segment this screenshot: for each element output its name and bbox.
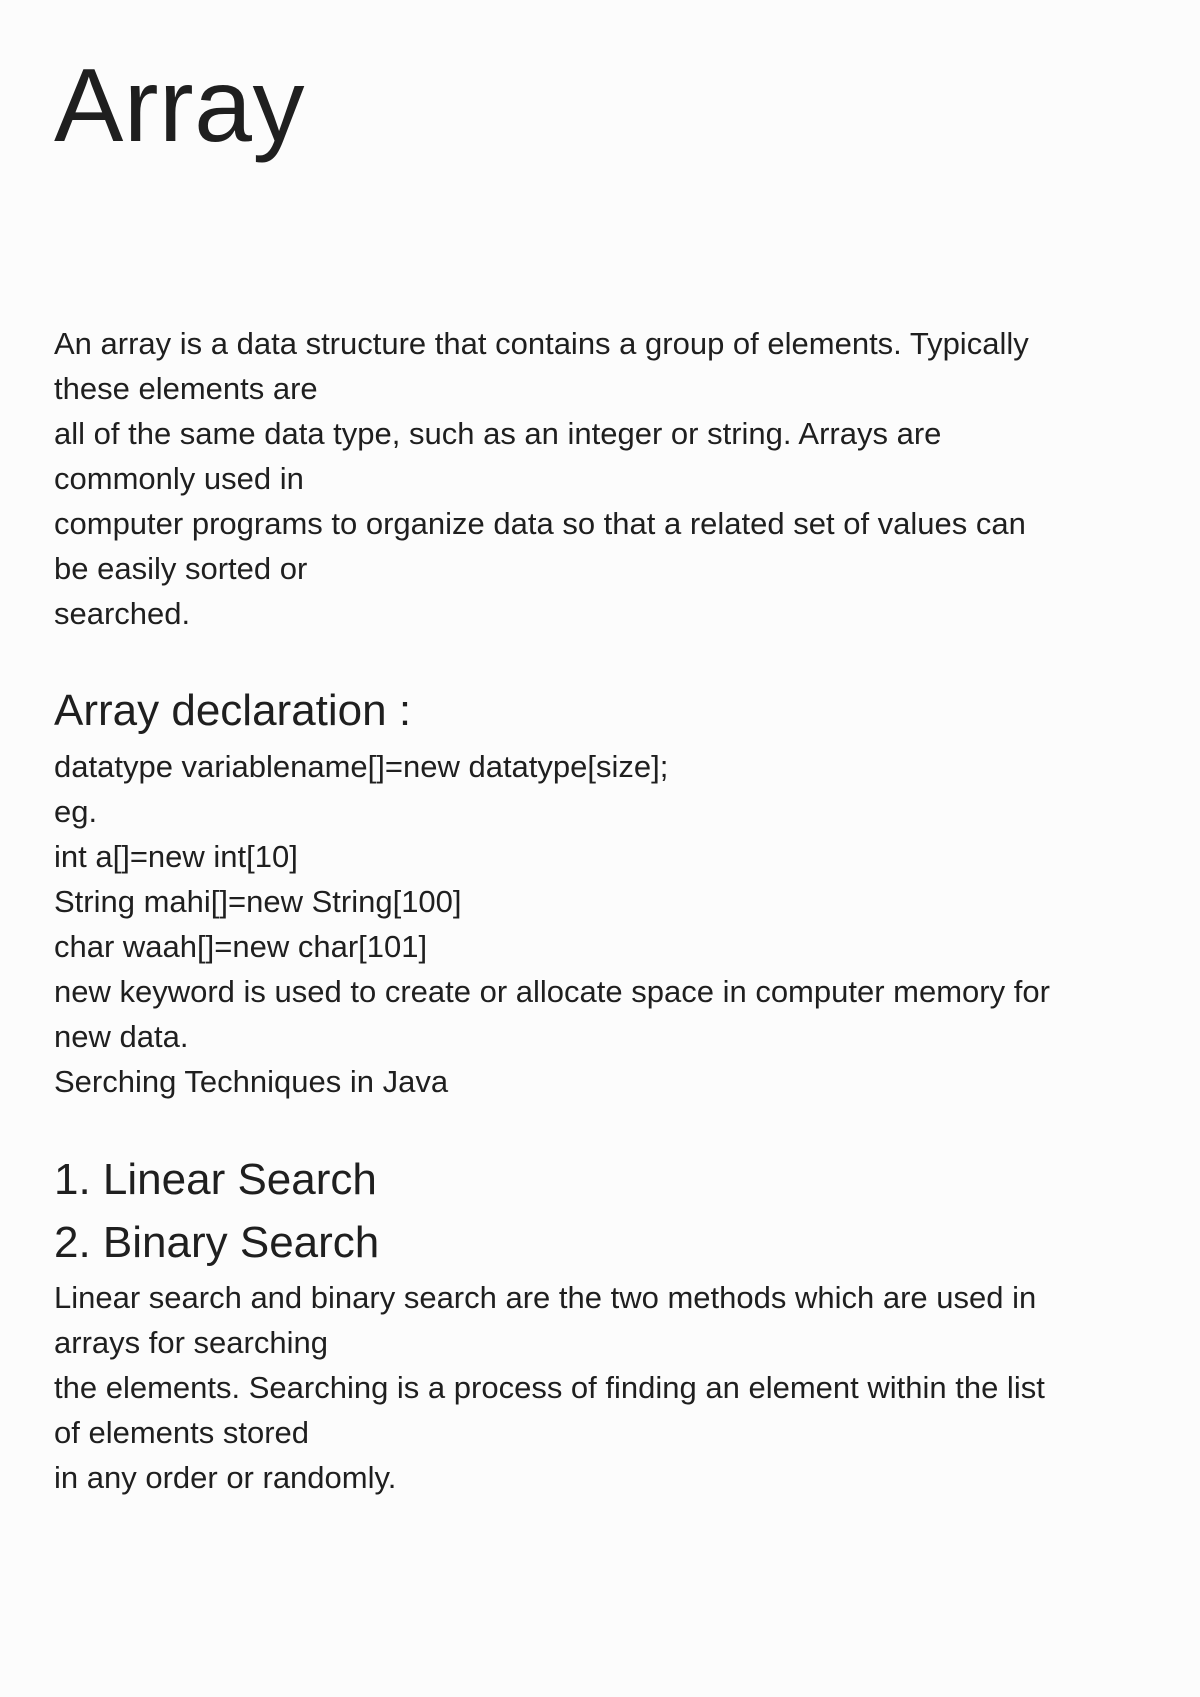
intro-line: searched.	[54, 596, 191, 631]
intro-line: computer programs to organize data so that a related set of values can	[54, 506, 1026, 541]
search-line: Linear search and binary search are the two methods which are used in	[54, 1280, 1037, 1315]
intro-line: be easily sorted or	[54, 551, 308, 586]
declaration-line: Serching Techniques in Java	[54, 1064, 449, 1099]
search-list-item: 2. Binary Search	[54, 1218, 380, 1267]
search-list-item: 1. Linear Search	[54, 1155, 377, 1204]
page-title: Array	[54, 48, 305, 164]
search-line: arrays for searching	[54, 1325, 328, 1360]
intro-line: An array is a data structure that contains a group of elements. Typically	[54, 326, 1029, 361]
intro-line: these elements are	[54, 371, 318, 406]
declaration-heading: Array declaration :	[54, 686, 412, 735]
declaration-line: new data.	[54, 1019, 189, 1054]
search-line: in any order or randomly.	[54, 1460, 397, 1495]
declaration-line: datatype variablename[]=new datatype[size];	[54, 749, 669, 784]
declaration-line: eg.	[54, 794, 98, 829]
intro-line: commonly used in	[54, 461, 304, 496]
search-line: of elements stored	[54, 1415, 310, 1450]
declaration-line: String mahi[]=new String[100]	[54, 884, 462, 919]
intro-line: all of the same data type, such as an integer or string. Arrays are	[54, 416, 942, 451]
declaration-line: new keyword is used to create or allocate space in computer memory for	[54, 974, 1050, 1009]
search-line: the elements. Searching is a process of finding an element within the list	[54, 1370, 1045, 1405]
declaration-line: int a[]=new int[10]	[54, 839, 298, 874]
declaration-line: char waah[]=new char[101]	[54, 929, 428, 964]
